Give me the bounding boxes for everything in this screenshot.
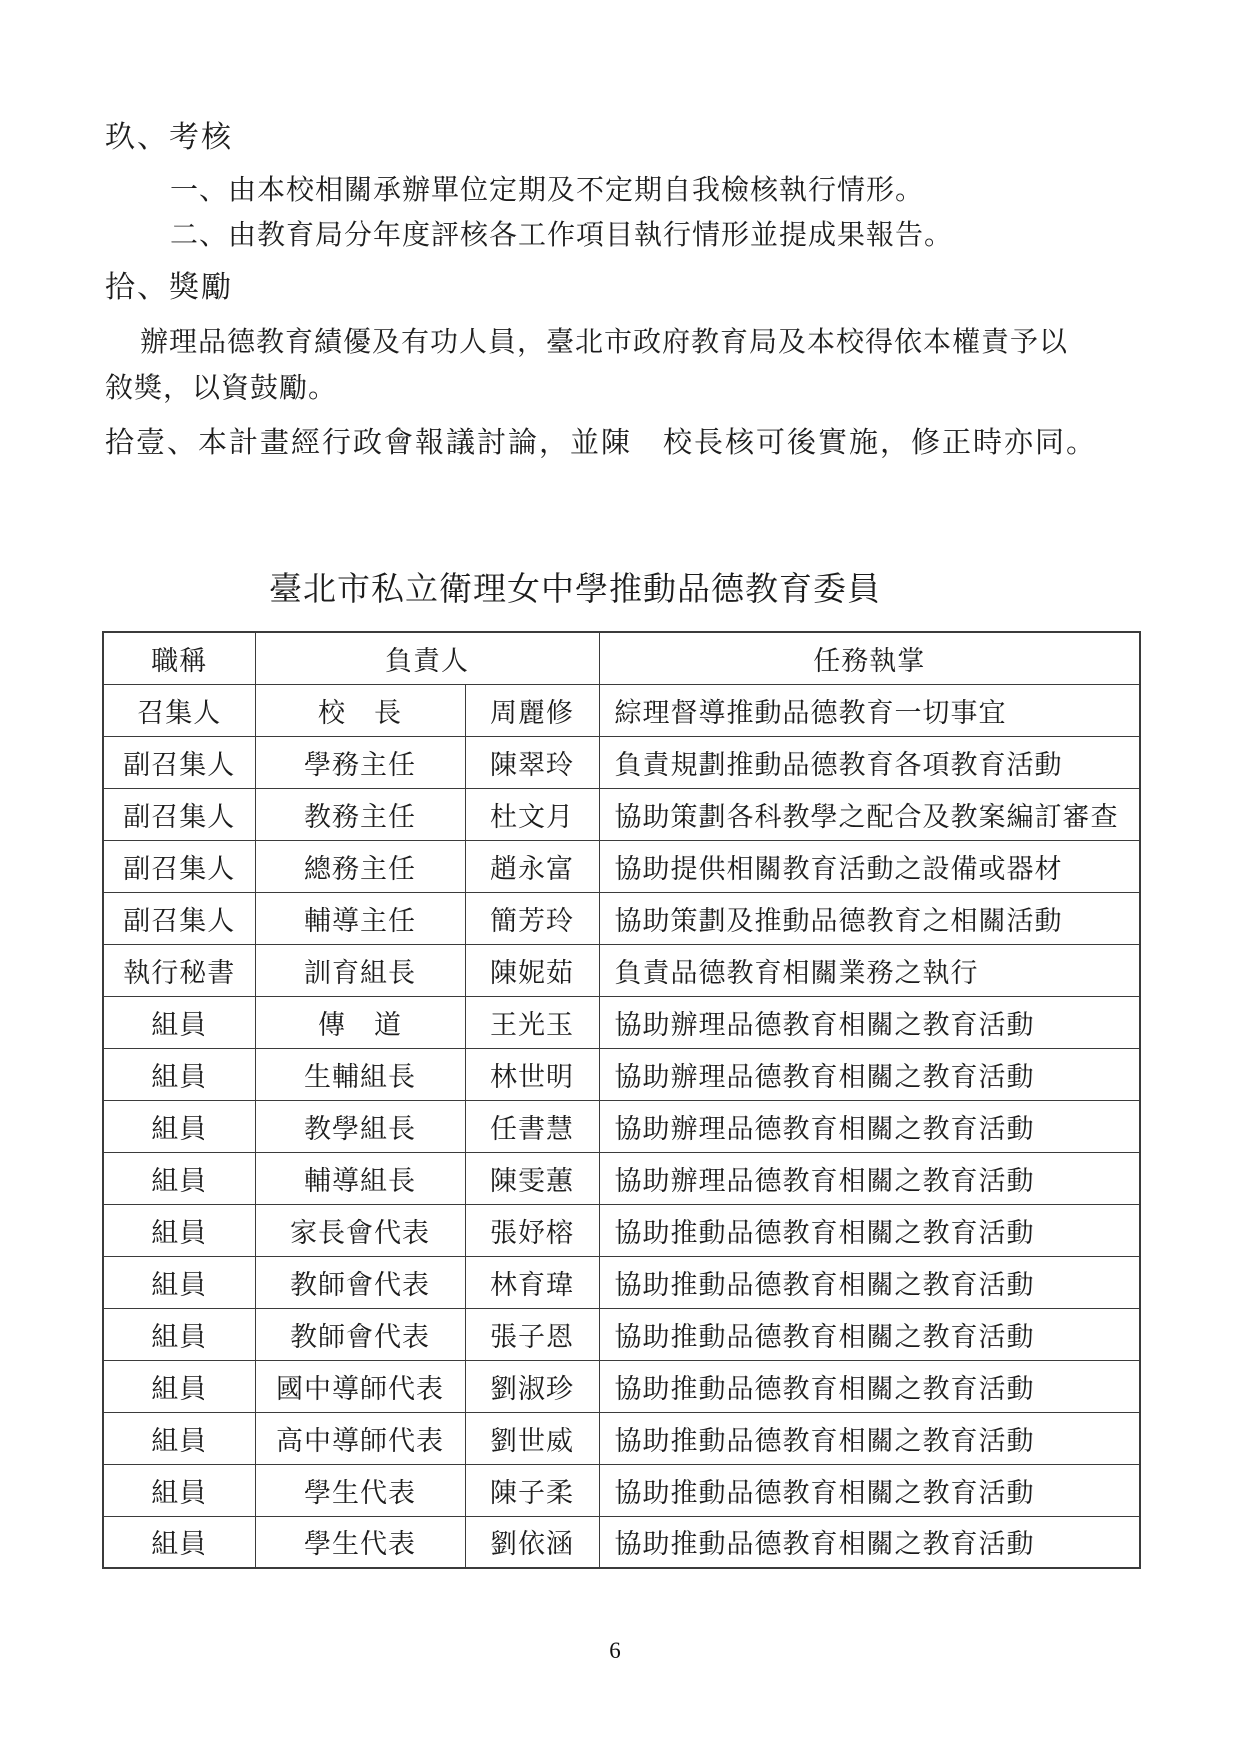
cell-role: 副召集人 (103, 736, 255, 788)
cell-duty: 協助推動品德教育相關之教育活動 (599, 1464, 1140, 1516)
cell-name: 王光玉 (465, 996, 599, 1048)
cell-role: 副召集人 (103, 788, 255, 840)
cell-position: 輔導組長 (255, 1152, 465, 1204)
cell-position: 校 長 (255, 684, 465, 736)
table-row (103, 840, 1140, 892)
cell-role: 組員 (103, 996, 255, 1048)
header-role: 職稱 (103, 632, 255, 684)
committee-table (102, 631, 1141, 1569)
cell-role: 組員 (103, 1048, 255, 1100)
cell-name: 趙永富 (465, 840, 599, 892)
cell-duty: 協助推動品德教育相關之教育活動 (599, 1360, 1140, 1412)
table-row (103, 1204, 1140, 1256)
cell-role: 組員 (103, 1152, 255, 1204)
section-10-paragraph-line-1: 辦理品德教育績優及有功人員，臺北市政府教育局及本校得依本權責予以 (140, 326, 1069, 357)
cell-duty: 協助辦理品德教育相關之教育活動 (599, 996, 1140, 1048)
cell-position: 國中導師代表 (255, 1360, 465, 1412)
cell-name: 任書慧 (465, 1100, 599, 1152)
table-row (103, 1152, 1140, 1204)
cell-duty: 協助推動品德教育相關之教育活動 (599, 1256, 1140, 1308)
cell-position: 家長會代表 (255, 1204, 465, 1256)
table-row (103, 892, 1140, 944)
cell-role: 組員 (103, 1412, 255, 1464)
cell-role: 執行秘書 (103, 944, 255, 996)
table-row (103, 1412, 1140, 1464)
table-row (103, 996, 1140, 1048)
cell-role: 副召集人 (103, 840, 255, 892)
cell-position: 學務主任 (255, 736, 465, 788)
cell-name: 張子恩 (465, 1308, 599, 1360)
cell-duty: 協助推動品德教育相關之教育活動 (599, 1412, 1140, 1464)
cell-name: 陳雯蕙 (465, 1152, 599, 1204)
cell-position: 教師會代表 (255, 1308, 465, 1360)
cell-name: 陳妮茹 (465, 944, 599, 996)
header-duty: 任務執掌 (599, 632, 1140, 684)
cell-name: 劉淑珍 (465, 1360, 599, 1412)
cell-position: 輔導主任 (255, 892, 465, 944)
cell-name: 陳翠玲 (465, 736, 599, 788)
cell-name: 林育瑋 (465, 1256, 599, 1308)
cell-position: 教務主任 (255, 788, 465, 840)
cell-name: 簡芳玲 (465, 892, 599, 944)
cell-duty: 協助推動品德教育相關之教育活動 (599, 1204, 1140, 1256)
table-row (103, 1516, 1140, 1568)
table-row (103, 1256, 1140, 1308)
table-row (103, 736, 1140, 788)
cell-name: 陳子柔 (465, 1464, 599, 1516)
page-number: 6 (609, 1638, 621, 1663)
cell-position: 學生代表 (255, 1464, 465, 1516)
cell-name: 林世明 (465, 1048, 599, 1100)
cell-role: 組員 (103, 1464, 255, 1516)
cell-position: 總務主任 (255, 840, 465, 892)
cell-role: 組員 (103, 1516, 255, 1568)
cell-duty: 協助辦理品德教育相關之教育活動 (599, 1048, 1140, 1100)
table-row (103, 944, 1140, 996)
cell-duty: 協助策劃各科教學之配合及教案編訂審查 (599, 788, 1140, 840)
cell-name: 張妤榕 (465, 1204, 599, 1256)
section-10-heading: 拾、獎勵 (105, 271, 233, 304)
cell-name: 劉依涵 (465, 1516, 599, 1568)
header-person: 負責人 (255, 632, 599, 684)
cell-name: 劉世威 (465, 1412, 599, 1464)
cell-name: 周麗修 (465, 684, 599, 736)
section-9-item-2: 二、由教育局分年度評核各工作項目執行情形並提成果報告。 (170, 219, 954, 250)
cell-position: 訓育組長 (255, 944, 465, 996)
table-row (103, 1360, 1140, 1412)
table-header-row (103, 632, 1140, 684)
table-row (103, 1100, 1140, 1152)
cell-duty: 協助辦理品德教育相關之教育活動 (599, 1100, 1140, 1152)
cell-duty: 協助策劃及推動品德教育之相關活動 (599, 892, 1140, 944)
cell-duty: 協助提供相關教育活動之設備或器材 (599, 840, 1140, 892)
cell-position: 高中導師代表 (255, 1412, 465, 1464)
cell-role: 召集人 (103, 684, 255, 736)
cell-duty: 負責規劃推動品德教育各項教育活動 (599, 736, 1140, 788)
cell-duty: 綜理督導推動品德教育一切事宜 (599, 684, 1140, 736)
cell-duty: 協助推動品德教育相關之教育活動 (599, 1516, 1140, 1568)
cell-name: 杜文月 (465, 788, 599, 840)
cell-duty: 協助推動品德教育相關之教育活動 (599, 1308, 1140, 1360)
section-11-heading: 拾壹、本計畫經行政會報議討論，並陳 校長核可後實施，修正時亦同。 (105, 427, 1098, 459)
cell-position: 生輔組長 (255, 1048, 465, 1100)
cell-position: 學生代表 (255, 1516, 465, 1568)
cell-position: 教學組長 (255, 1100, 465, 1152)
table-row (103, 1048, 1140, 1100)
cell-role: 組員 (103, 1360, 255, 1412)
table-row (103, 684, 1140, 736)
cell-role: 組員 (103, 1100, 255, 1152)
section-9-heading: 玖、考核 (105, 121, 233, 154)
cell-duty: 負責品德教育相關業務之執行 (599, 944, 1140, 996)
cell-role: 組員 (103, 1204, 255, 1256)
section-10-paragraph-line-2: 敘獎，以資鼓勵。 (105, 372, 338, 403)
cell-role: 副召集人 (103, 892, 255, 944)
cell-position: 教師會代表 (255, 1256, 465, 1308)
table-row (103, 788, 1140, 840)
cell-duty: 協助辦理品德教育相關之教育活動 (599, 1152, 1140, 1204)
table-row (103, 1308, 1140, 1360)
committee-table-title: 臺北市私立衛理女中學推動品德教育委員 (269, 570, 881, 607)
table-row (103, 1464, 1140, 1516)
cell-role: 組員 (103, 1308, 255, 1360)
cell-position: 傳 道 (255, 996, 465, 1048)
cell-role: 組員 (103, 1256, 255, 1308)
section-9-item-1: 一、由本校相關承辦單位定期及不定期自我檢核執行情形。 (170, 174, 925, 205)
